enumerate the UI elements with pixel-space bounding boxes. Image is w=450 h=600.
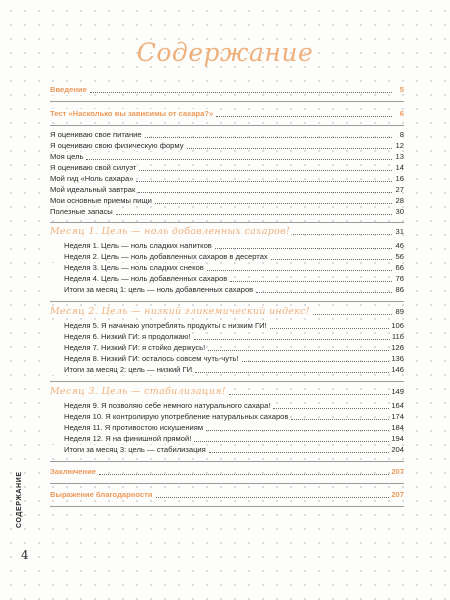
toc-entry-label: Неделя 5. Я начинаю употреблять продукты с низким ГИ! (50, 321, 268, 331)
toc-entry-week[interactable] (50, 320, 404, 331)
section-divider (50, 381, 404, 382)
section-divider (50, 301, 404, 302)
toc-page-number: 76 (395, 274, 404, 283)
toc-entry-acknowledgements[interactable] (50, 489, 404, 500)
toc-entry-label: Введение (50, 85, 87, 94)
toc-entry[interactable] (50, 195, 404, 206)
toc-entry-label: Неделя 10. Я контролирую употребление натуральных сахаров (50, 412, 289, 422)
dot-leader (242, 360, 390, 362)
toc-page-number: 106 (391, 321, 404, 330)
page-number: 4 (21, 548, 29, 562)
dot-leader (206, 429, 389, 431)
toc-page-number: 31 (395, 227, 404, 236)
toc-entry-label: Неделя 7. Низкий ГИ: я стойко держусь! (50, 343, 206, 353)
toc-entry-label: Мой идеальный завтрак (50, 185, 136, 194)
dot-leader (293, 233, 392, 235)
toc-page-number: 89 (395, 307, 404, 316)
dot-leader (207, 269, 392, 271)
toc-page-number: 207 (391, 467, 404, 476)
dot-leader (194, 338, 390, 340)
toc-entry[interactable] (50, 162, 404, 173)
toc-page-number: 126 (391, 343, 404, 352)
toc-entry-label: Месяц 2. Цель — низкий гликемический индекс! (50, 306, 310, 317)
dot-leader (208, 349, 389, 351)
toc-entry-label: Итоги за месяц 1: цель — ноль добавленных сахаров (50, 285, 254, 295)
toc-page-number: 207 (391, 490, 404, 499)
dot-leader (270, 327, 390, 329)
toc-entry-week[interactable] (50, 331, 404, 342)
toc-entry-label: Неделя 8. Низкий ГИ: осталось совсем чуть-чуть! (50, 354, 240, 364)
toc-page-number: 149 (391, 387, 404, 396)
dot-leader (215, 247, 392, 249)
toc-page-number: 12 (395, 141, 404, 150)
dot-leader (271, 258, 392, 260)
dot-leader (116, 213, 392, 215)
toc-page-number: 184 (391, 423, 404, 432)
toc-page-number: 204 (391, 445, 404, 454)
dot-leader (99, 473, 389, 475)
toc-entry-label: Месяц 3. Цель — стабилизация! (50, 386, 226, 397)
dot-leader (136, 180, 392, 182)
toc-page-number: 28 (395, 196, 404, 205)
toc-entry-label: Неделя 3. Цель — ноль сладких снеков (50, 263, 205, 273)
toc-page-number: 116 (391, 332, 404, 341)
toc-entry-summary[interactable] (50, 284, 404, 295)
toc-month-1[interactable] (50, 226, 404, 237)
toc-entry[interactable] (50, 151, 404, 162)
dot-leader (155, 202, 392, 204)
toc-entry-conclusion[interactable] (50, 466, 404, 477)
toc-entry-label: Итоги за месяц 2: цель — низкий ГИ (50, 365, 193, 375)
toc-entry-label: Я оцениваю свой силуэт (50, 163, 137, 172)
toc-page-number: 174 (391, 412, 404, 421)
toc-entry-label: Итоги за месяц 3: цель — стабилизация (50, 445, 207, 455)
toc-page-number: 46 (395, 241, 404, 250)
section-divider (50, 461, 404, 462)
toc-page-number: 8 (399, 130, 404, 139)
toc-page-number: 66 (395, 263, 404, 272)
toc-entry[interactable] (50, 173, 404, 184)
toc-entry[interactable] (50, 184, 404, 195)
toc-entry-label: Я оцениваю свое питание (50, 130, 142, 139)
toc-entry-label: Неделя 12. Я на финишной прямой! (50, 434, 192, 444)
toc-entry-week[interactable] (50, 433, 404, 444)
section-divider (50, 483, 404, 484)
dot-leader (90, 91, 392, 93)
dot-leader (313, 313, 392, 315)
toc-entry-week[interactable] (50, 422, 404, 433)
toc-entry-introduction[interactable] (50, 84, 404, 95)
toc-page-number: 146 (391, 365, 404, 374)
toc-entry-label: Полезные запасы (50, 207, 113, 216)
dot-leader (256, 291, 392, 293)
dot-leader (86, 158, 392, 160)
section-divider (50, 125, 404, 126)
toc-page-number: 136 (391, 354, 404, 363)
toc-entry-label: Мои основные приемы пищи (50, 196, 152, 205)
toc-entry-label: Неделя 1. Цель — ноль сладких напитков (50, 241, 213, 251)
toc-entry-week[interactable] (50, 342, 404, 353)
toc-entry-label: Неделя 9. Я позволяю себе немного натурального сахара! (50, 401, 271, 411)
toc-page-number: 86 (395, 285, 404, 294)
toc-page-number: 14 (395, 163, 404, 172)
toc-entry-label: Неделя 6. Низкий ГИ: я продолжаю! (50, 332, 192, 342)
toc-month-3[interactable] (50, 386, 404, 397)
toc-entry-label: Неделя 4. Цель — ноль добавленных сахаров (50, 274, 228, 284)
toc-entry-week[interactable] (50, 411, 404, 422)
toc-page-number: 6 (399, 109, 404, 118)
toc-page-number: 194 (391, 434, 404, 443)
dot-leader (194, 440, 389, 442)
toc-entry-label: Неделя 2. Цель — ноль добавленных сахаров в десертах (50, 252, 269, 262)
dot-leader (230, 280, 392, 282)
dot-leader (291, 418, 389, 420)
toc-entry-label: Тест «Насколько вы зависимы от сахара?» (50, 109, 214, 118)
section-divider (50, 222, 404, 223)
dot-leader (273, 407, 389, 409)
dot-leader (216, 115, 392, 117)
toc-entry-label: Месяц 1. Цель — ноль добавленных сахаров! (50, 226, 291, 237)
dot-leader (156, 496, 390, 498)
dot-leader (145, 136, 392, 138)
side-section-label: СОДЕРЖАНИЕ (16, 471, 23, 528)
toc-page-number: 16 (395, 174, 404, 183)
toc-entry-week[interactable] (50, 240, 404, 251)
toc-entry[interactable] (50, 206, 404, 217)
toc-page-number: 5 (399, 85, 404, 94)
toc-entry-week[interactable] (50, 251, 404, 262)
toc-page-number: 164 (391, 401, 404, 410)
dot-leader (229, 393, 389, 395)
toc-entry-label: Мой гид «Ноль сахара» (50, 174, 134, 183)
toc-page-number: 13 (395, 152, 404, 161)
toc-entry-test[interactable] (50, 108, 404, 119)
toc-entry-summary[interactable] (50, 364, 404, 375)
toc-entry[interactable] (50, 140, 404, 151)
toc-entry-week[interactable] (50, 400, 404, 411)
toc-page-number: 27 (395, 185, 404, 194)
toc-entry-label: Я оцениваю свою физическую форму (50, 141, 184, 150)
dot-leader (138, 191, 392, 193)
dot-leader (139, 169, 392, 171)
toc-entry-week[interactable] (50, 273, 404, 284)
toc-entry-week[interactable] (50, 353, 404, 364)
toc-page-number: 30 (395, 207, 404, 216)
section-divider (50, 101, 404, 102)
toc-entry-label: Моя цель (50, 152, 84, 161)
toc-month-2[interactable] (50, 306, 404, 317)
toc-entry[interactable] (50, 129, 404, 140)
dot-leader (195, 371, 389, 373)
toc-entry-label: Заключение (50, 467, 97, 476)
toc-entry-label: Выражение благодарности (50, 490, 153, 499)
toc-page-number: 56 (395, 252, 404, 261)
dot-leader (209, 451, 390, 453)
toc-entry-label: Неделя 11. Я противостою искушениям (50, 423, 204, 433)
toc-entry-week[interactable] (50, 262, 404, 273)
page-title: Содержание (136, 38, 314, 67)
toc-entry-summary[interactable] (50, 444, 404, 455)
dot-leader (187, 147, 393, 149)
section-divider (50, 506, 404, 507)
